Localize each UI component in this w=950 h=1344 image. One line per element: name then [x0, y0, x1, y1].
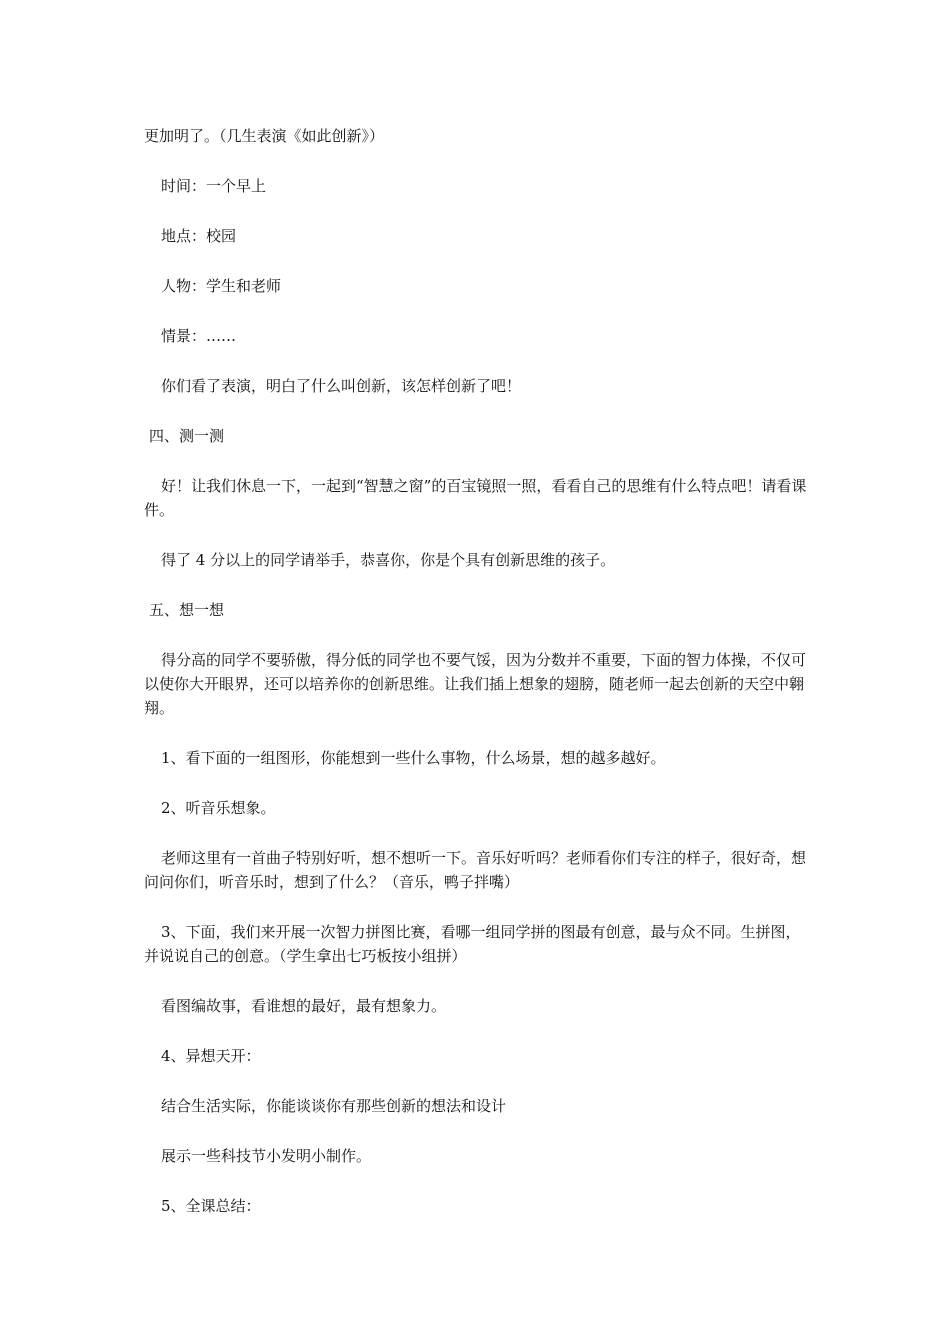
paragraph-wisdom-window: 好！让我们休息一下，一起到“智慧之窗”的百宝镜照一照，看看自己的思维有什么特点吧！请看课件。 [144, 477, 807, 519]
paragraph-score-result: 得了 4 分以上的同学请举手，恭喜你，你是个具有创新思维的孩子。 [161, 551, 616, 569]
paragraph-place: 地点：校园 [161, 227, 237, 245]
paragraph-story: 看图编故事，看谁想的最好，最有想象力。 [161, 997, 447, 1015]
paragraph-item-4: 4、异想天开： [161, 1047, 261, 1065]
section-heading-think: 五、想一想 [149, 601, 225, 619]
paragraph-item-5: 5、全课总结： [161, 1197, 261, 1215]
section-heading-test: 四、测一测 [149, 427, 225, 445]
paragraph-characters: 人物：学生和老师 [161, 277, 282, 295]
paragraph-item-1: 1、看下面的一组图形，你能想到一些什么事物，什么场景，想的越多越好。 [161, 749, 666, 767]
paragraph-after-performance: 你们看了表演，明白了什么叫创新，该怎样创新了吧！ [161, 377, 522, 395]
paragraph-item-2: 2、听音乐想象。 [161, 799, 276, 817]
paragraph-inventions: 展示一些科技节小发明小制作。 [161, 1147, 372, 1165]
paragraph-real-life: 结合生活实际，你能谈谈你有那些创新的想法和设计 [161, 1097, 507, 1115]
paragraph-intellectual-exercise: 得分高的同学不要骄傲，得分低的同学也不要气馁，因为分数并不重要，下面的智力体操，不仅可以使你大开眼界，还可以培养你的创新思维。让我们插上想象的翅膀，随老师一起去创新的天空中翱翔。 [144, 651, 807, 717]
paragraph-music: 老师这里有一首曲子特别好听，想不想听一下。音乐好听吗？老师看你们专注的样子，很好奇，想问问你们，听音乐时，想到了什么？（音乐，鸭子拌嘴） [144, 849, 807, 891]
paragraph-performance-intro: 更加明了。（几生表演《如此创新》） [144, 127, 385, 145]
paragraph-scene: 情景：…… [161, 327, 237, 345]
paragraph-item-3: 3、下面，我们来开展一次智力拼图比赛，看哪一组同学拼的图最有创意，最与众不同。生拼图，并说说自己的创意。（学生拿出七巧板按小组拼） [144, 923, 801, 965]
paragraph-time: 时间：一个早上 [161, 177, 267, 195]
